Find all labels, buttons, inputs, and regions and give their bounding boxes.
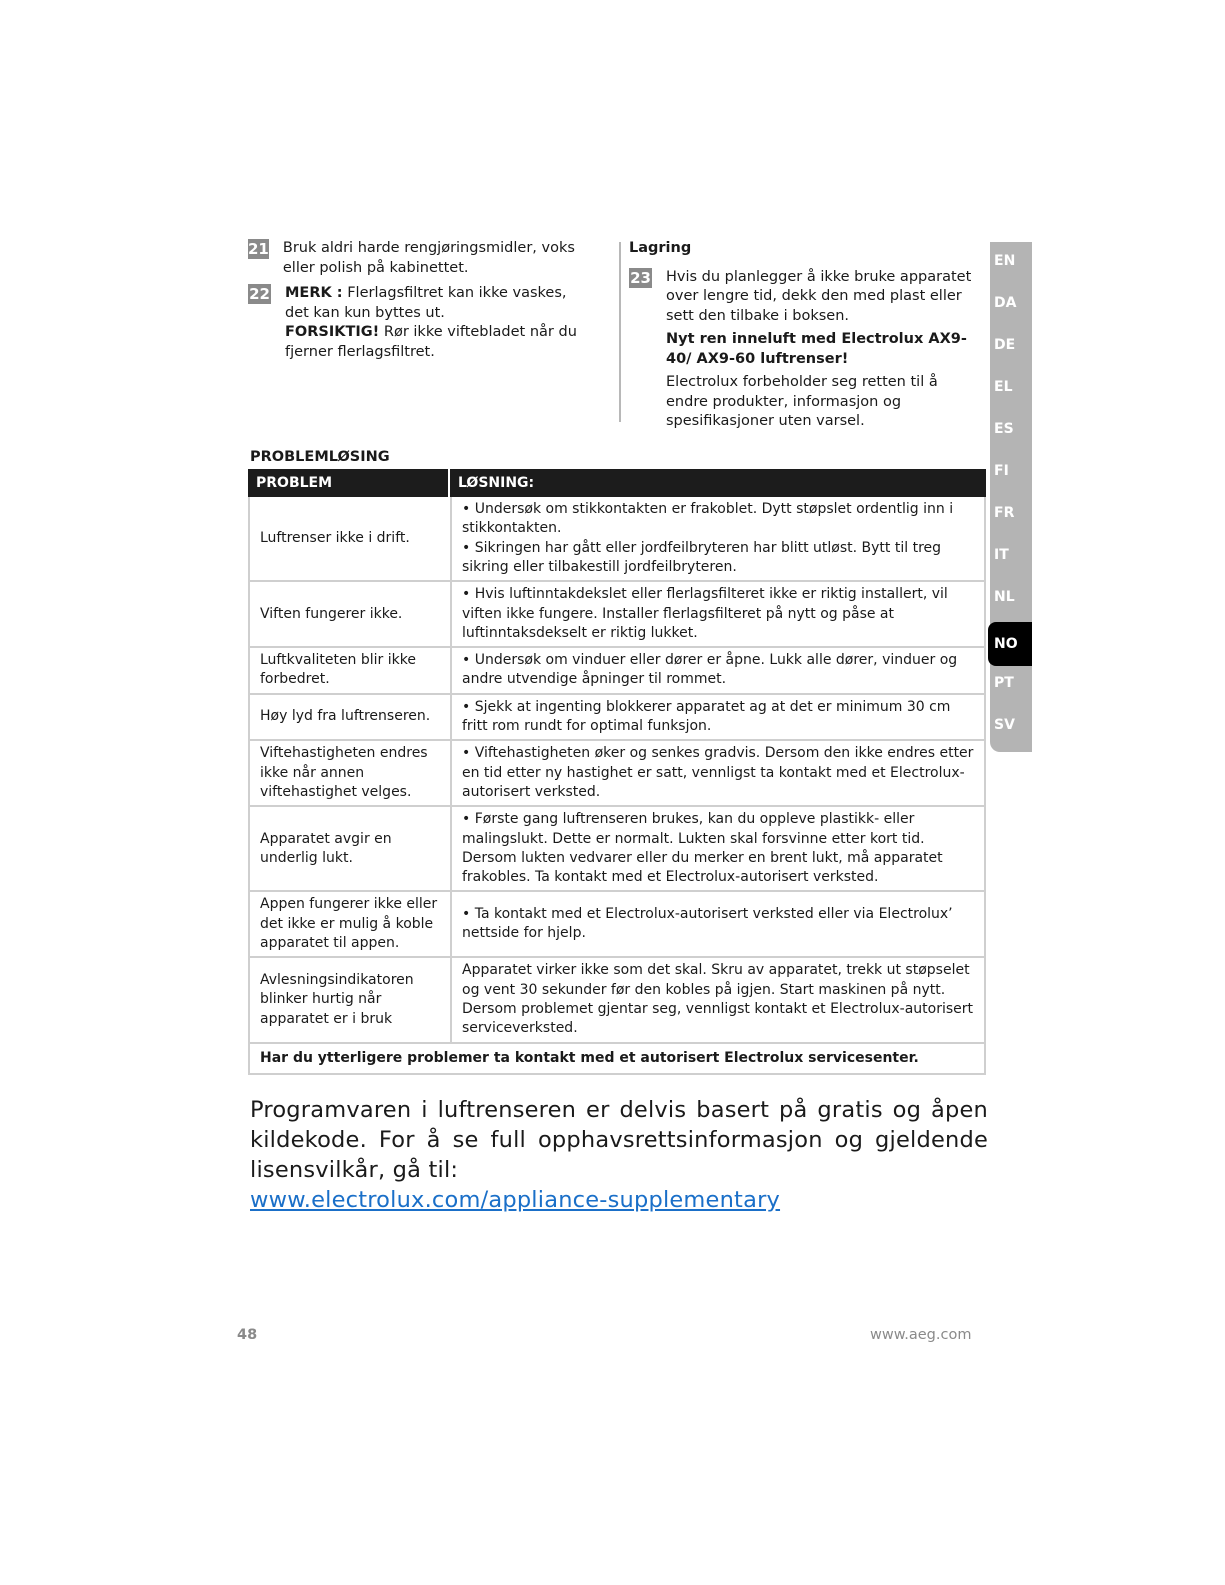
supplementary-link[interactable]: www.electrolux.com/appliance-supplementary <box>250 1187 781 1213</box>
table-footer: Har du ytterligere problemer ta kontakt med et autorisert Electrolux servicesenter. <box>248 1044 986 1075</box>
step-22 <box>248 284 593 362</box>
lang-tab-en[interactable]: EN <box>994 253 1016 269</box>
lang-tab-el[interactable]: EL <box>994 379 1013 395</box>
storage-heading: Lagring <box>629 240 692 256</box>
table-row <box>248 958 986 1043</box>
table-row <box>248 741 986 807</box>
lang-tab-fi[interactable]: FI <box>994 463 1009 479</box>
table-footer-row <box>248 1044 986 1075</box>
solution-cell: • Undersøk om stikkontakten er frakoblet. Dytt støpslet ordentlig inn i stikkontakten. • Sikringen har gått eller jordfeilbryteren har blitt utløst. Bytt til treg sikring eller tilbakestill jordfeilbryteren. <box>450 497 986 582</box>
lang-tab-es[interactable]: ES <box>994 421 1014 437</box>
solution-cell: • Ta kontakt med et Electrolux-autorisert verksted eller via Electrolux’ nettside for hjelp. <box>450 892 986 958</box>
footer-website: www.aeg.com <box>870 1327 972 1343</box>
header-solution: LØSNING: <box>450 469 986 497</box>
column-divider <box>619 242 621 422</box>
table-header <box>248 469 986 497</box>
step-number: 21 <box>248 240 269 258</box>
lang-tab-nl[interactable]: NL <box>994 589 1015 605</box>
storage-disclaimer: Electrolux forbeholder seg retten til å endre produkter, informasjon og spesifikasjoner uten varsel. <box>666 374 938 429</box>
steps-left <box>248 239 593 362</box>
solution-cell: • Første gang luftrenseren brukes, kan du oppleve plastikk- eller malingslukt. Dette er normalt. Lukten skal forsvinne etter kort tid. Dersom lukten vedvarer eller du merker en brent lukt, må apparatet frakobles. Ta kontakt med et Electrolux-autorisert verksted. <box>450 807 986 892</box>
table-row <box>248 807 986 892</box>
lang-tab-pt[interactable]: PT <box>994 675 1014 691</box>
storage-section <box>629 239 984 432</box>
step-23 <box>629 268 984 432</box>
step-number: 23 <box>630 268 651 287</box>
troubleshooting-table <box>248 469 986 1075</box>
table-row <box>248 648 986 695</box>
solution-cell: • Undersøk om vinduer eller dører er åpne. Lukk alle dører, vinduer og andre utvendige åpninger til rommet. <box>450 648 986 695</box>
section-title: PROBLEMLØSING <box>250 449 390 465</box>
lang-tab-fr[interactable]: FR <box>994 505 1015 521</box>
step-number: 22 <box>249 285 270 303</box>
page-number: 48 <box>237 1327 258 1343</box>
problem-cell: Viften fungerer ikke. <box>248 582 450 648</box>
open-source-notice <box>250 1095 988 1215</box>
language-tabs <box>990 242 1032 752</box>
lang-tab-de[interactable]: DE <box>994 337 1016 353</box>
problem-cell: Avlesningsindikatoren blinker hurtig når apparatet er i bruk <box>248 958 450 1043</box>
problem-cell: Luftkvaliteten blir ikke forbedret. <box>248 648 450 695</box>
solution-cell: • Hvis luftinntakdekslet eller flerlagsfilteret ikke er riktig installert, vil viften ikke fungere. Installer flerlagsfilteret på nytt og påse at luftinntaksdekselt er riktig lukket. <box>450 582 986 648</box>
problem-cell: Luftrenser ikke i drift. <box>248 497 450 582</box>
lang-tab-sv[interactable]: SV <box>994 717 1015 733</box>
table-row <box>248 497 986 582</box>
storage-text: Hvis du planlegger å ikke bruke apparatet over lengre tid, dekk den med plast eller sett den tilbake i boksen. <box>666 268 972 324</box>
storage-highlight: Nyt ren inneluft med Electrolux AX9-40/ AX9-60 luftrenser! <box>666 331 967 367</box>
table-row <box>248 892 986 958</box>
table-row <box>248 582 986 648</box>
problem-cell: Viftehastigheten endres ikke når annen viftehastighet velges. <box>248 741 450 807</box>
step-text: Bruk aldri harde rengjøringsmidler, voks eller polish på kabinettet. <box>282 240 575 276</box>
lang-tab-no[interactable]: NO <box>988 622 1032 666</box>
note-line: MERK : Flerlagsfiltret kan ikke vaskes, det kan kun byttes ut. <box>285 285 567 321</box>
lang-tab-da[interactable]: DA <box>994 295 1017 311</box>
table-row <box>248 695 986 742</box>
notice-text: Programvaren i luftrenseren er delvis basert på gratis og åpen kildekode. For å se full opphavsrettsinformasjon og gjeldende lisensvilkår, gå til: <box>250 1097 988 1183</box>
solution-cell: Apparatet virker ikke som det skal. Skru av apparatet, trekk ut støpselet og vent 30 sekunder før den kobles på igjen. Start maskinen på nytt. Dersom problemet gjentar seg, vennligst kontakt et Electrolux-autorisert serviceverksted. <box>450 958 986 1043</box>
problem-cell: Høy lyd fra luftrenseren. <box>248 695 450 742</box>
solution-cell: • Viftehastigheten øker og senkes gradvis. Dersom den ikke endres etter en tid etter ny hastighet er satt, vennligst ta kontakt med et Electrolux-autorisert verksted. <box>450 741 986 807</box>
problem-cell: Appen fungerer ikke eller det ikke er mulig å koble apparatet til appen. <box>248 892 450 958</box>
problem-cell: Apparatet avgir en underlig lukt. <box>248 807 450 892</box>
caution-line: FORSIKTIG! Rør ikke viftebladet når du fjerner flerlagsfiltret. <box>285 324 577 360</box>
lang-tab-it[interactable]: IT <box>994 547 1009 563</box>
step-21 <box>248 239 593 278</box>
solution-cell: • Sjekk at ingenting blokkerer apparatet ag at det er minimum 30 cm fritt rom rundt for optimal funksjon. <box>450 695 986 742</box>
header-problem: PROBLEM <box>248 469 450 497</box>
